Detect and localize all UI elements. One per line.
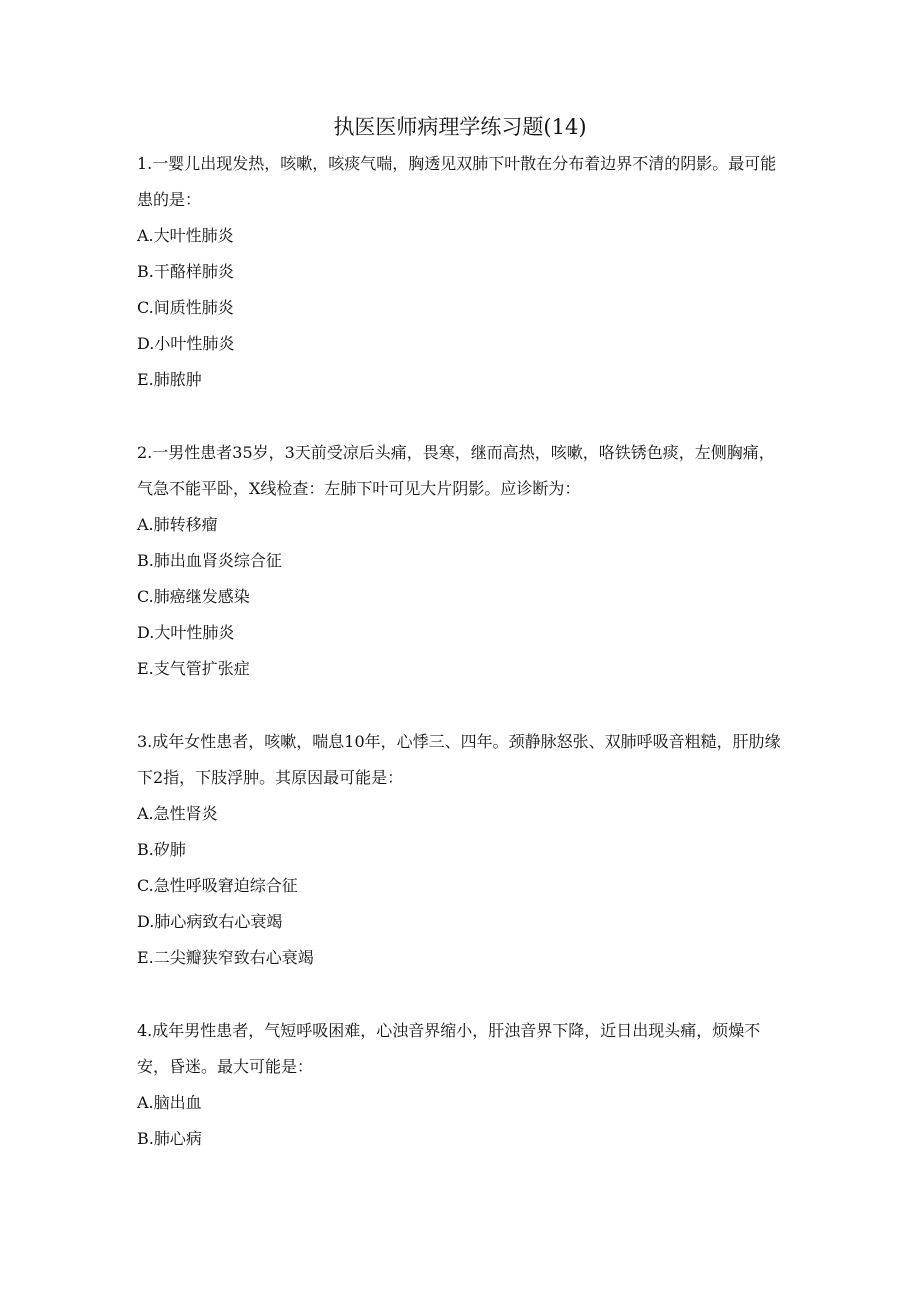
option-a: A.肺转移瘤: [137, 515, 218, 534]
option-e: E.支气管扩张症: [137, 659, 250, 678]
option-e: E.二尖瓣狭窄致右心衰竭: [137, 948, 314, 967]
question-stem: 3.成年女性患者，咳嗽，喘息10年，心悸三、四年。颈静脉怒张、双肺呼吸音粗糙，肝肋缘下2指，下肢浮肿。其原因最可能是：: [137, 732, 781, 787]
option-c: C.肺癌继发感染: [137, 587, 250, 606]
question-stem: 4.成年男性患者，气短呼吸困难，心浊音界缩小，肝浊音界下降，近日出现头痛，烦燥不安，昏迷。最大可能是：: [137, 1021, 761, 1076]
option-b: B.干酪样肺炎: [137, 262, 234, 281]
option-c: C.间质性肺炎: [137, 298, 234, 317]
document-title: 执医医师病理学练习题(14): [333, 115, 587, 139]
option-b: B.矽肺: [137, 840, 186, 859]
option-d: D.肺心病致右心衰竭: [137, 912, 283, 931]
question-stem: 1.一婴儿出现发热，咳嗽，咳痰气喘，胸透见双肺下叶散在分布着边界不清的阴影。最可能患的是：: [137, 154, 777, 209]
option-a: A.急性肾炎: [137, 804, 218, 823]
question-4: [137, 1013, 787, 1157]
option-b: B.肺出血肾炎综合征: [137, 551, 282, 570]
question-1: [137, 146, 787, 398]
option-c: C.急性呼吸窘迫综合征: [137, 876, 298, 895]
option-a: A.脑出血: [137, 1093, 202, 1112]
option-e: E.肺脓肿: [137, 370, 202, 389]
question-3: [137, 724, 787, 976]
option-d: D.小叶性肺炎: [137, 334, 235, 353]
option-a: A.大叶性肺炎: [137, 226, 234, 245]
question-stem: 2.一男性患者35岁，3天前受凉后头痛，畏寒，继而高热，咳嗽，咯铁锈色痰，左侧胸痛，气急不能平卧，X线检查：左肺下叶可见大片阴影。应诊断为：: [137, 443, 775, 498]
option-b: B.肺心病: [137, 1129, 202, 1148]
question-2: [137, 435, 787, 687]
option-d: D.大叶性肺炎: [137, 623, 235, 642]
